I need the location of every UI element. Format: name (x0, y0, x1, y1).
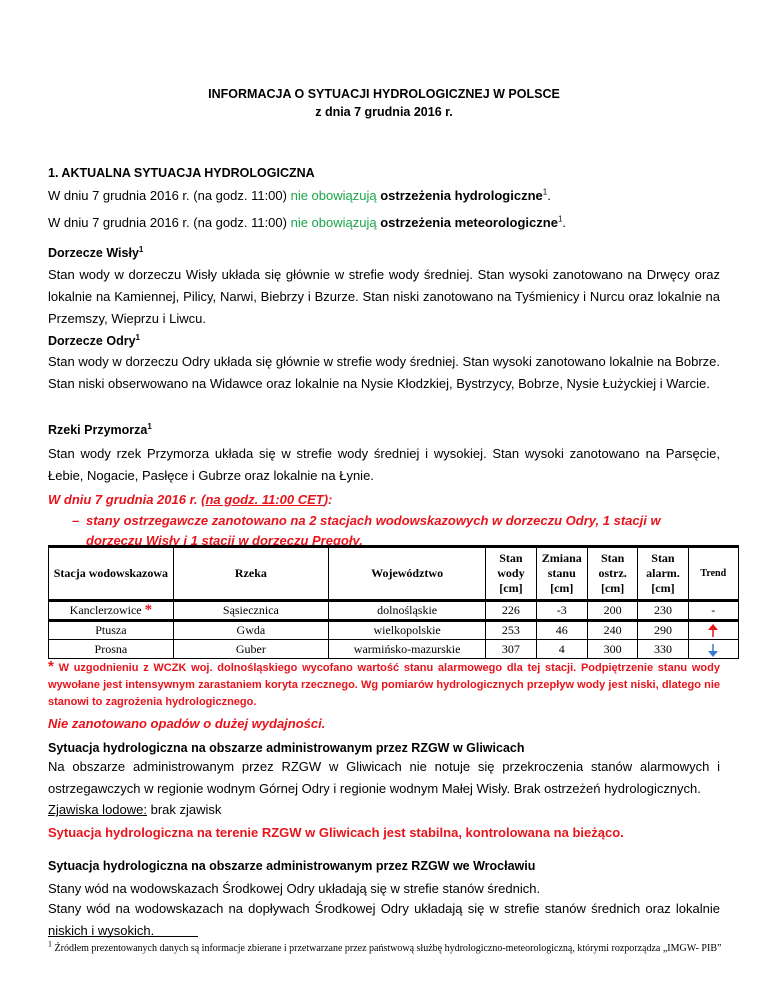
table-footnote: * W uzgodnieniu z WCZK woj. dolnośląskiego wycofano wartość stanu alarmowego dla tej stacji. Podpiętrzenie stanu wody wywołane jest intensywnym zarastaniem koryta rzecznego. Wg pomiarów hydrologicznych przepływ wody jest niski, dlatego nie stanowi to zagrożenia hydrologicznego. (48, 658, 720, 708)
arrow-down-icon (707, 643, 719, 657)
table-header-row (49, 547, 739, 601)
trend-cell (688, 640, 738, 659)
header-change: Zmiana stanu [cm] (536, 547, 587, 601)
przymorze-text: Stan wody rzek Przymorza układa się w strefie wody średniej i wysokiej. Stan wysoki zanotowano na Parsęcie, Łebie, Nogacie, Pasłęce i Gubrze oraz lokalnie na Łynie. (48, 446, 720, 483)
wisla-text: Stan wody w dorzeczu Wisły układa się głównie w strefie wody średniej. Stan wysoki zanotowano na Drwęcy oraz lokalnie na Kamiennej, Pilicy, Narwi, Biebrzy i Bzurze. Stan niski zanotowano na Tyśmienicy i Nurcu oraz lokalnie na Przemszy, Wieprzu i Liwcu. (48, 267, 720, 326)
star-marker: * (48, 658, 54, 675)
header-trend: Trend (688, 547, 738, 601)
alert-bullet-text: stany ostrzegawcze zanotowano na 2 stacjach wodowskazowych w dorzeczu Odry, 1 stacji w dorzeczu Wisły i 1 stacji w dorzeczu Pregoły. (86, 513, 661, 548)
star-marker: * (144, 602, 153, 618)
level-cell: 307 (486, 640, 536, 659)
arrow-up-icon (707, 624, 719, 638)
przymorze-heading: Rzeki Przymorza$^1$ (48, 421, 152, 437)
document-title: INFORMACJA O SYTUACJI HYDROLOGICZNEJ W POLSCE (208, 87, 560, 101)
gliwice-text: Na obszarze administrowanym przez RZGW w Gliwicach nie notuje się przekroczenia stanów alarmowych i ostrzegawczych w regionie wodnym Górnej Odry i regionie wodnym Małej Wisły. Brak ostrzeżeń hydrologicznych. (48, 759, 720, 796)
odra-text: Stan wody w dorzeczu Odry układa się głównie w strefie wody średniej. Stan wysoki zanotowano lokalnie na Bobrze. Stan niski obserwowano na Widawce oraz lokalnie na Nysie Kłodzkiej, Bystrzycy, Bobrze, Nysie Łużyckiej i Warcie. (48, 354, 720, 391)
change-cell: -3 (536, 601, 587, 621)
level-cell: 226 (486, 601, 536, 621)
bullet-dash: – (72, 513, 80, 528)
footnote-separator (48, 936, 198, 937)
warning-cell: 240 (587, 621, 637, 640)
wroclaw-line-1: Stany wód na wodowskazach Środkowej Odry układają się w strefie stanów średnich. (48, 881, 541, 896)
gliwice-status: Sytuacja hydrologiczna na terenie RZGW w Gliwicach jest stabilna, kontrolowana na bieżąco. (48, 825, 624, 840)
voivodeship-cell: dolnośląskie (328, 601, 485, 621)
river-cell: Gwda (173, 621, 328, 640)
header-level: Stan wody [cm] (486, 547, 536, 601)
header-voivodeship: Województwo (328, 547, 485, 601)
change-cell: 4 (536, 640, 587, 659)
station-cell: Kanclerzowice * (49, 601, 174, 621)
hydro-warnings-line: W dniu 7 grudnia 2016 r. (na godz. 11:00) nie obowiązują ostrzeżenia hydrologiczne$^1$. (48, 187, 551, 203)
warning-cell: 300 (587, 640, 637, 659)
section-1-heading: 1. AKTUALNA SYTUACJA HYDROLOGICZNA (48, 166, 315, 180)
wisla-heading: Dorzecze Wisły$^1$ (48, 244, 144, 260)
header-alarm: Stan alarm. [cm] (638, 547, 688, 601)
river-cell: Guber (173, 640, 328, 659)
warning-cell: 200 (587, 601, 637, 621)
header-warning: Stan ostrz. [cm] (587, 547, 637, 601)
wroclaw-heading: Sytuacja hydrologiczna na obszarze administrowanym przez RZGW we Wrocławiu (48, 859, 536, 873)
alarm-cell: 290 (638, 621, 688, 640)
gliwice-heading: Sytuacja hydrologiczna na obszarze administrowanym przez RZGW w Gliwicach (48, 741, 525, 755)
voivodeship-cell: warmińsko-mazurskie (328, 640, 485, 659)
river-cell: Sąsiecznica (173, 601, 328, 621)
station-cell: Prosna (49, 640, 174, 659)
table-row (49, 621, 739, 640)
wroclaw-line-2: Stany wód na wodowskazach na dopływach Środkowej Odry układają się w strefie stanów średnich oraz lokalnie niskich i wysokich. (48, 901, 720, 938)
alert-date-line: W dniu 7 grudnia 2016 r. (na godz. 11:00 CET): (48, 492, 333, 507)
odra-heading: Dorzecze Odry$^1$ (48, 332, 140, 348)
station-cell: Ptusza (49, 621, 174, 640)
alarm-cell: 230 (638, 601, 688, 621)
no-rain-note: Nie zanotowano opadów o dużej wydajności. (48, 716, 326, 731)
level-cell: 253 (486, 621, 536, 640)
header-station: Stacja wodowskazowa (49, 547, 174, 601)
table-row (49, 640, 739, 659)
voivodeship-cell: wielkopolskie (328, 621, 485, 640)
trend-cell: - (688, 601, 738, 621)
page-footnote: $^1$ Źródłem prezentowanych danych są informacje zbierane i przetwarzane przez państwową służbę hydrologiczno-meteorologiczną, którymi rozporządza „IMGW- PIB” (48, 939, 722, 954)
table-row (49, 601, 739, 621)
gliwice-ice-line: Zjawiska lodowe: brak zjawisk (48, 802, 222, 817)
alarm-cell: 330 (638, 640, 688, 659)
meteo-warnings-line: W dniu 7 grudnia 2016 r. (na godz. 11:00) nie obowiązują ostrzeżenia meteorologiczne$^1$. (48, 214, 567, 230)
document-date: z dnia 7 grudnia 2016 r. (315, 105, 453, 119)
change-cell: 46 (536, 621, 587, 640)
trend-cell (688, 621, 738, 640)
warning-stations-table (48, 545, 739, 659)
header-river: Rzeka (173, 547, 328, 601)
